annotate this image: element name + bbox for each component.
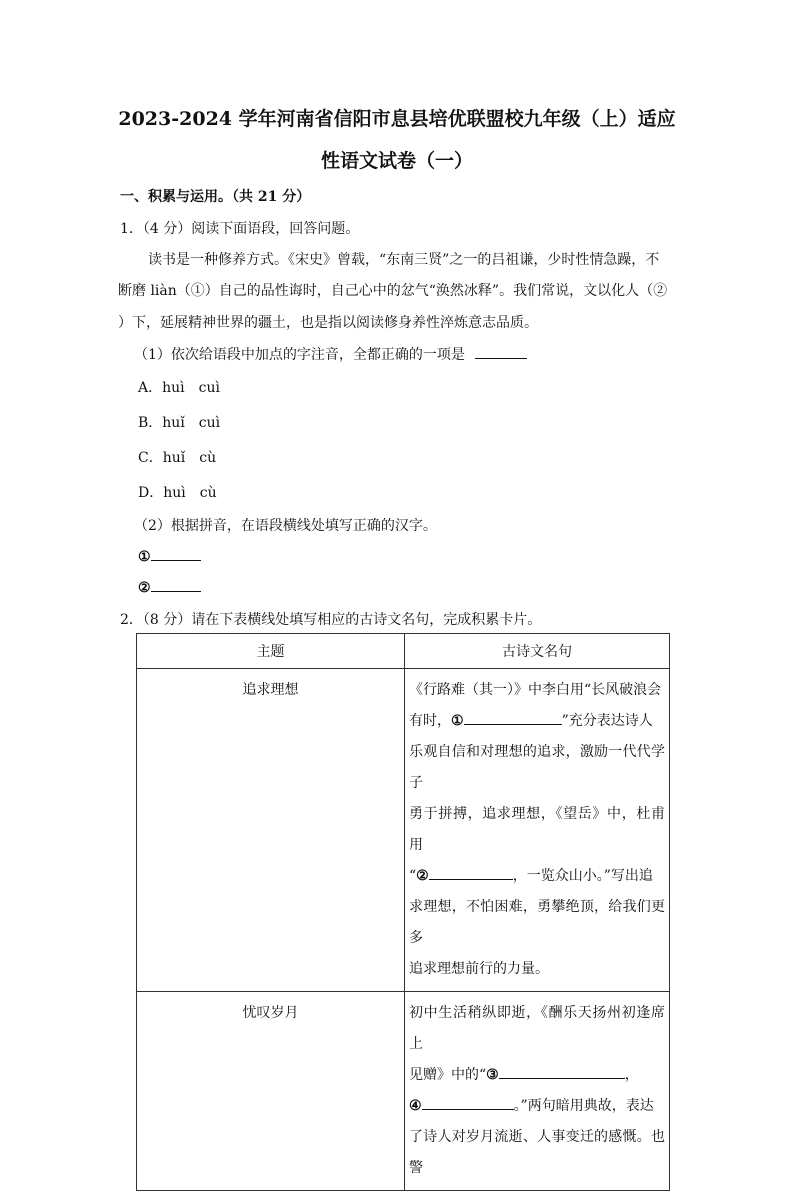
passage-line-3: ）下，延展精神世界的疆土，也是指以阅读修身养性淬炼意志品质。 <box>118 315 538 331</box>
poem-text: “ <box>409 868 417 884</box>
blank-marker: ① <box>451 713 464 729</box>
table-row <box>137 669 670 992</box>
section-heading: 一、积累与运用。（共 21 分） <box>120 189 311 205</box>
option-d[interactable]: D．huì cù <box>138 485 217 501</box>
passage-line-2: 断磨 liàn（①）自己的品性诲时，自己心中的忿气“涣然冰释”。我们常说，文以化人（② <box>118 283 668 299</box>
poem-line: 追求理想前行的力量。 <box>409 961 549 977</box>
poem-text: 见赠》中的“ <box>409 1067 487 1083</box>
poem-line <box>409 706 665 737</box>
poem-line <box>409 861 665 892</box>
poem-line: 勇于拼搏，追求理想，《望岳》中，杜甫用 <box>409 806 665 853</box>
sub-question-1-text: （1）依次给语段中加点的字注音，全都正确的一项是 <box>134 347 465 363</box>
blank-marker: ③ <box>486 1067 499 1083</box>
poem-line: 求理想，不怕困难，勇攀绝顶，给我们更多 <box>409 899 665 946</box>
poem-blank-1[interactable] <box>464 710 562 725</box>
poem-text: 有时， <box>409 713 451 729</box>
header-poem: 古诗文名句 <box>405 634 670 669</box>
blank-1-line[interactable] <box>151 546 201 561</box>
option-c[interactable]: C．huǐ cù <box>138 450 217 466</box>
poem-text: ”充分表达诗人 <box>561 713 653 729</box>
poem-cell <box>405 992 670 1191</box>
option-b[interactable]: B．huǐ cuì <box>138 415 221 431</box>
answer-blank[interactable] <box>475 344 527 359</box>
poem-cell <box>405 669 670 992</box>
theme-cell: 追求理想 <box>137 669 405 992</box>
sub-question-2: （2）根据拼音，在语段横线处填写正确的汉字。 <box>134 518 437 534</box>
poem-blank-3[interactable] <box>499 1064 625 1079</box>
exam-title-line1: 2023-2024 学年河南省信阳市息县培优联盟校九年级（上）适应 <box>118 108 676 130</box>
poem-line: 《行路难（其一）》中李白用“长风破浪会 <box>409 682 662 698</box>
poem-blank-4[interactable] <box>422 1095 514 1110</box>
accumulation-card-table <box>136 633 670 1191</box>
blank-marker: ② <box>416 868 429 884</box>
blank-1-marker: ① <box>138 549 151 565</box>
poem-line: 初中生活稍纵即逝，《酬乐天扬州初逢席上 <box>409 1005 665 1052</box>
blank-marker: ④ <box>409 1098 422 1114</box>
fill-blank-2[interactable] <box>138 577 201 596</box>
option-a[interactable]: A．huì cuì <box>138 380 220 396</box>
poem-line <box>409 1091 665 1122</box>
poem-line: 乐观自信和对理想的追求，激励一代代学子 <box>409 744 665 791</box>
poem-line: 了诗人对岁月流逝、人事变迁的感慨。也警 <box>409 1129 665 1176</box>
passage-line-1: 读书是一种修养方式。《宋史》曾载，“东南三贤”之一的吕祖谦，少时性情急躁，不 <box>148 252 660 268</box>
poem-text: ， <box>624 1067 639 1083</box>
blank-2-marker: ② <box>138 580 151 596</box>
theme-cell: 忧叹岁月 <box>137 992 405 1191</box>
poem-text: ，一览众山小。”写出追 <box>512 868 653 884</box>
sub-question-1 <box>134 344 527 364</box>
header-theme: 主题 <box>137 634 405 669</box>
exam-title-line2: 性语文试卷（一） <box>320 150 473 172</box>
blank-2-line[interactable] <box>151 577 201 592</box>
table-row <box>137 992 670 1191</box>
fill-blank-1[interactable] <box>138 546 201 565</box>
table-header-row <box>137 634 670 669</box>
poem-blank-2[interactable] <box>429 865 513 880</box>
poem-line <box>409 1060 665 1091</box>
poem-text: 。”两句暗用典故，表达 <box>513 1098 654 1114</box>
question-1-stem: 1．（4 分）阅读下面语段，回答问题。 <box>120 221 360 237</box>
question-2-stem: 2．（8 分）请在下表横线处填写相应的古诗文名句，完成积累卡片。 <box>120 612 542 628</box>
